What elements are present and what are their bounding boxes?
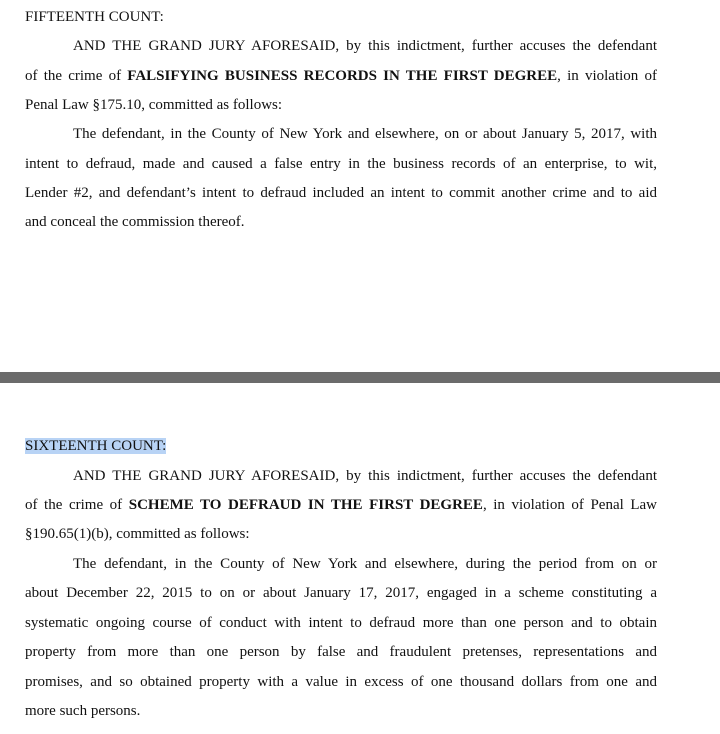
count-body-line[interactable]: about December 22, 2015 to on or about January 17, 2017, engaged in a scheme constituting a <box>25 585 657 601</box>
crime-name: SCHEME TO DEFRAUD IN THE FIRST DEGREE <box>128 497 483 513</box>
count-crime-line[interactable] <box>25 495 657 515</box>
count-statute-line[interactable]: Penal Law §175.10, committed as follows: <box>25 97 283 113</box>
crime-prefix: of the crime of <box>25 497 129 513</box>
count-crime-line[interactable] <box>25 66 657 86</box>
count-body-line[interactable]: systematic ongoing course of conduct with intent to defraud more than one person and to obtain <box>25 615 657 631</box>
count-intro-line[interactable]: AND THE GRAND JURY AFORESAID, by this indictment, further accuses the defendant <box>73 468 657 484</box>
count-body-line[interactable]: The defendant, in the County of New York and elsewhere, during the period from on or <box>73 556 657 572</box>
crime-suffix: , in violation of <box>557 68 657 84</box>
count-statute-line[interactable]: §190.65(1)(b), committed as follows: <box>25 526 250 542</box>
count-body-line[interactable]: more such persons. <box>25 703 141 719</box>
crime-name: FALSIFYING BUSINESS RECORDS IN THE FIRST DEGREE <box>127 68 558 84</box>
page-separator <box>0 372 720 383</box>
crime-prefix: of the crime of <box>25 68 128 84</box>
count-body-line[interactable]: and conceal the commission thereof. <box>25 214 245 230</box>
count-body-line[interactable]: promises, and so obtained property with a value in excess of one thousand dollars from one and <box>25 674 657 690</box>
document-page-2 <box>0 383 720 734</box>
count-body-line[interactable]: Lender #2, and defendant’s intent to defraud included an intent to commit another crime and to aid <box>25 185 657 201</box>
count-heading[interactable]: FIFTEENTH COUNT: <box>25 9 164 25</box>
count-body-line[interactable]: The defendant, in the County of New York and elsewhere, on or about January 5, 2017, with <box>73 126 657 142</box>
count-intro-line[interactable]: AND THE GRAND JURY AFORESAID, by this indictment, further accuses the defendant <box>73 38 657 54</box>
count-body-line[interactable]: property from more than one person by false and fraudulent pretenses, representations and <box>25 644 657 660</box>
count-heading-selected[interactable]: SIXTEENTH COUNT: <box>25 438 167 454</box>
crime-suffix: , in violation of Penal Law <box>482 497 657 513</box>
count-body-line[interactable]: intent to defraud, made and caused a false entry in the business records of an enterprise, to wit, <box>25 156 657 172</box>
